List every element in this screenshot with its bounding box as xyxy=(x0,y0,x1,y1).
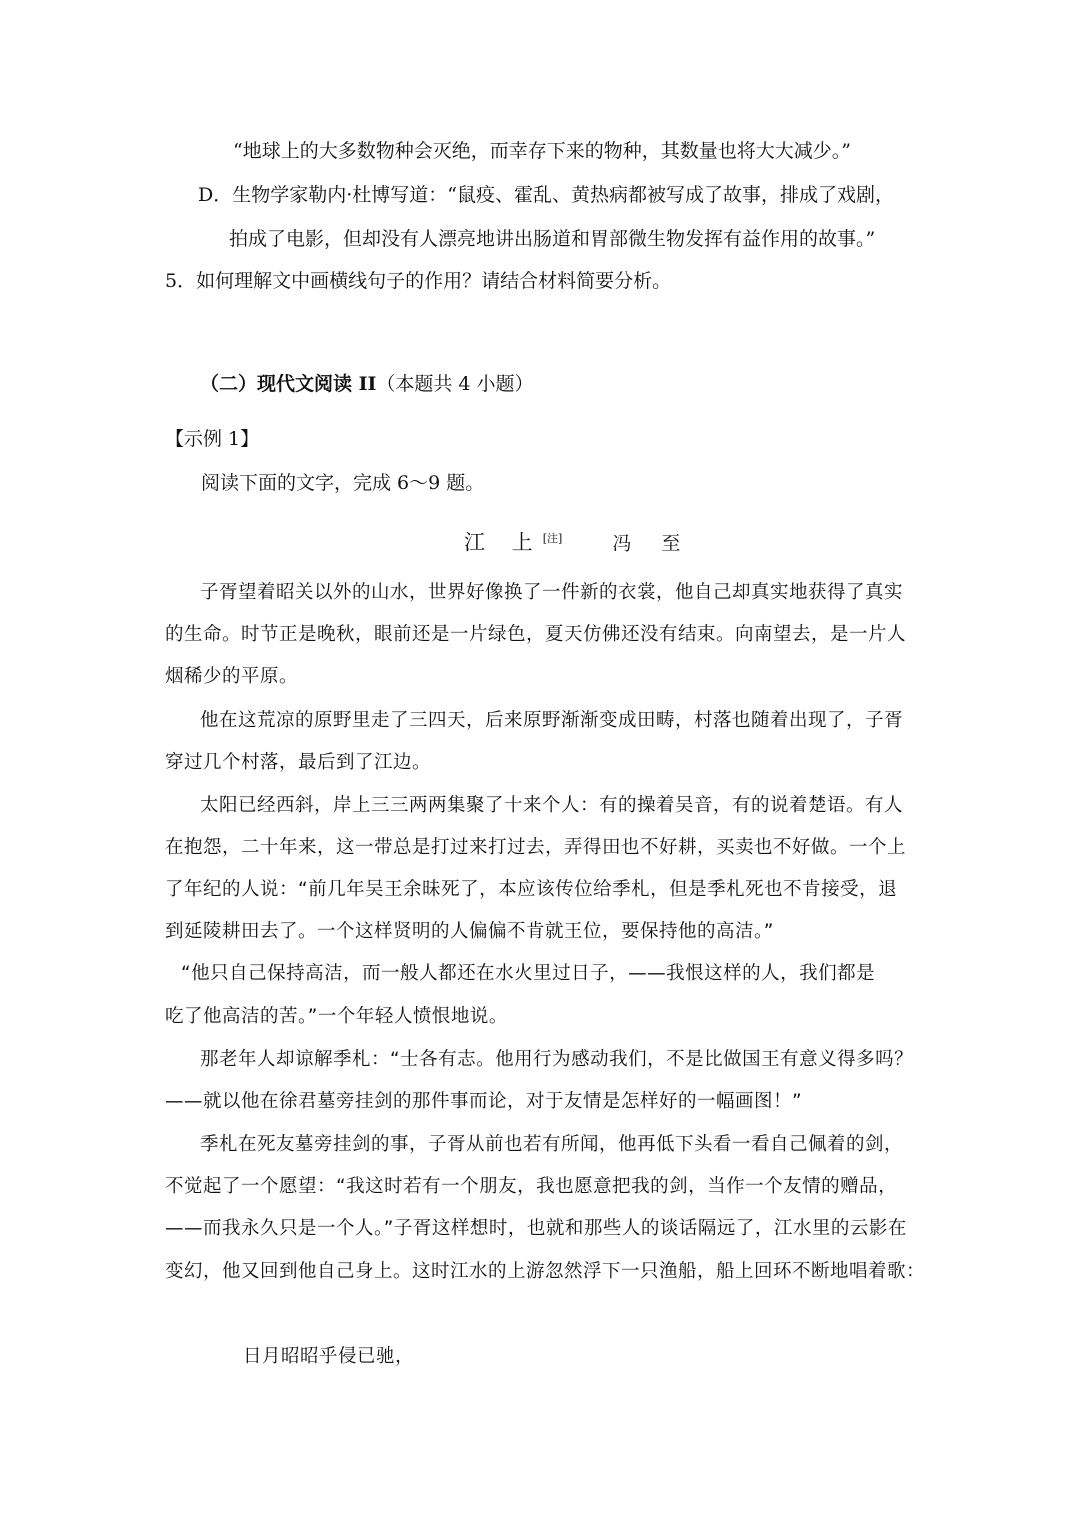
option-d-line-1: D．生物学家勒内·杜博写道：“鼠疫、霍乱、黄热病都被写成了故事，排成了戏剧， xyxy=(198,184,894,206)
option-c-continuation: “地球上的大多数物种会灭绝，而幸存下来的物种，其数量也将大大减少。” xyxy=(233,140,851,162)
article-line: 了年纪的人说：“前几年吴王余昧死了，本应该传位给季札，但是季札死也不肯接受，退 xyxy=(165,879,898,900)
article-title-line xyxy=(464,526,692,556)
article-line: 子胥望着昭关以外的山水，世界好像换了一件新的衣裳，他自己却真实地获得了真实 xyxy=(200,582,904,603)
article-line: 那老年人却谅解季札：“士各有志。他用行为感动我们，不是比做国王有意义得多吗？ xyxy=(200,1049,914,1070)
instruction: 阅读下面的文字，完成 6～9 题。 xyxy=(201,472,485,494)
title-note-mark: [注] xyxy=(542,532,563,545)
article-line: 季札在死友墓旁挂剑的事，子胥从前也若有所闻，他再低下头看一看自己佩着的剑， xyxy=(200,1134,904,1155)
article-author: 冯 至 xyxy=(612,532,693,555)
example-label: 【示例 1】 xyxy=(165,428,260,450)
article-line: 变幻，他又回到他自己身上。这时江水的上游忽然浮下一只渔船，船上回环不断地唱着歌： xyxy=(165,1261,926,1282)
poem-line: 日月昭昭乎侵已驰， xyxy=(243,1346,415,1367)
article-line: “他只自己保持高洁，而一般人都还在水火里过日子，——我恨这样的人，我们都是 xyxy=(181,963,876,984)
article-line: ——就以他在徐君墓旁挂剑的那件事而论，对于友情是怎样好的一幅画图！” xyxy=(165,1091,803,1112)
article-line: 在抱怨，二十年来，这一带总是打过来打过去，弄得田也不好耕，买卖也不好做。一个上 xyxy=(165,837,907,858)
article-line: 吃了他高洁的苦。”一个年轻人愤恨地说。 xyxy=(165,1006,508,1027)
question-5: 5．如何理解文中画横线句子的作用？请结合材料简要分析。 xyxy=(165,270,672,292)
article-line: 穿过几个村落，最后到了江边。 xyxy=(165,752,432,773)
section-heading-rest: （本题共 4 小题） xyxy=(376,373,534,395)
section-heading-bold: （二）现代文阅读 II xyxy=(200,373,377,395)
option-d-line-2: 拍成了电影，但却没有人漂亮地讲出肠道和胃部微生物发挥有益作用的故事。” xyxy=(229,228,876,250)
article-line: 太阳已经西斜，岸上三三两两集聚了十来个人：有的操着吴音，有的说着楚语。有人 xyxy=(200,795,904,816)
article-line: 到延陵耕田去了。一个这样贤明的人偏偏不肯就王位，要保持他的高洁。” xyxy=(165,921,774,942)
section-heading xyxy=(200,371,534,397)
article-line: 烟稀少的平原。 xyxy=(165,666,299,687)
article-line: 不觉起了一个愿望：“我这时若有一个朋友，我也愿意把我的剑，当作一个友情的赠品， xyxy=(165,1176,898,1197)
article-line: ——而我永久只是一个人。”子胥这样想时，也就和那些人的谈话隔远了，江水里的云影在 xyxy=(165,1218,907,1239)
article-line: 的生命。时节正是晚秋，眼前还是一片绿色，夏天仿佛还没有结束。向南望去，是一片人 xyxy=(165,624,907,645)
article-line: 他在这荒凉的原野里走了三四天，后来原野渐渐变成田畴，村落也随着出现了，子胥 xyxy=(200,710,904,731)
article-title: 江 上 xyxy=(464,530,543,555)
